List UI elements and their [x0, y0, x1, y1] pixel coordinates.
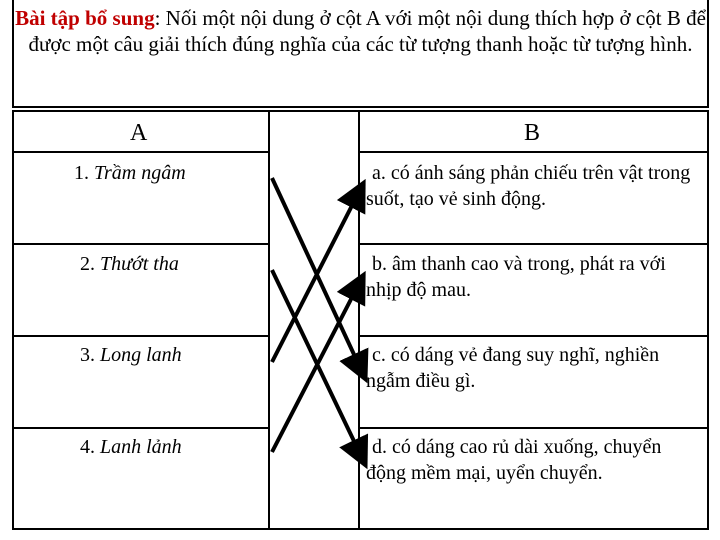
item-b-c: c. có dáng vẻ đang suy nghĩ, nghiền ngẫm điều gì.	[366, 344, 660, 392]
item-a-2-word: Thướt tha	[100, 253, 179, 275]
connection-3-to-a-arrow	[272, 186, 362, 362]
exercise-text: : Nối một nội dung ở cột A với một nội dung thích hợp ở cột B để được một câu giải thích đúng nghĩa của các từ tượng thanh hoặc từ tượng hình.	[28, 6, 706, 56]
item-a-4-word: Lanh lảnh	[100, 436, 182, 458]
item-a-2-number: 2.	[80, 253, 100, 275]
item-a-1-number: 1.	[74, 162, 94, 184]
exercise-label: Bài tập bổ sung	[15, 6, 155, 30]
item-b-b: b. âm thanh cao và trong, phát ra với nhịp độ mau.	[366, 253, 666, 301]
column-b-header: B	[524, 120, 541, 146]
item-b-a: a. có ánh sáng phản chiếu trên vật trong suốt, tạo vẻ sinh động.	[366, 162, 691, 210]
item-a-1-word: Trầm ngâm	[94, 162, 186, 184]
item-b-d: d. có dáng cao rủ dài xuống, chuyển động mềm mại, uyển chuyển.	[366, 436, 662, 484]
item-a-3-number: 3.	[80, 344, 100, 366]
item-a-3-word: Long lanh	[100, 344, 182, 366]
item-a-4-number: 4.	[80, 436, 100, 458]
column-a-header: A	[130, 120, 148, 146]
